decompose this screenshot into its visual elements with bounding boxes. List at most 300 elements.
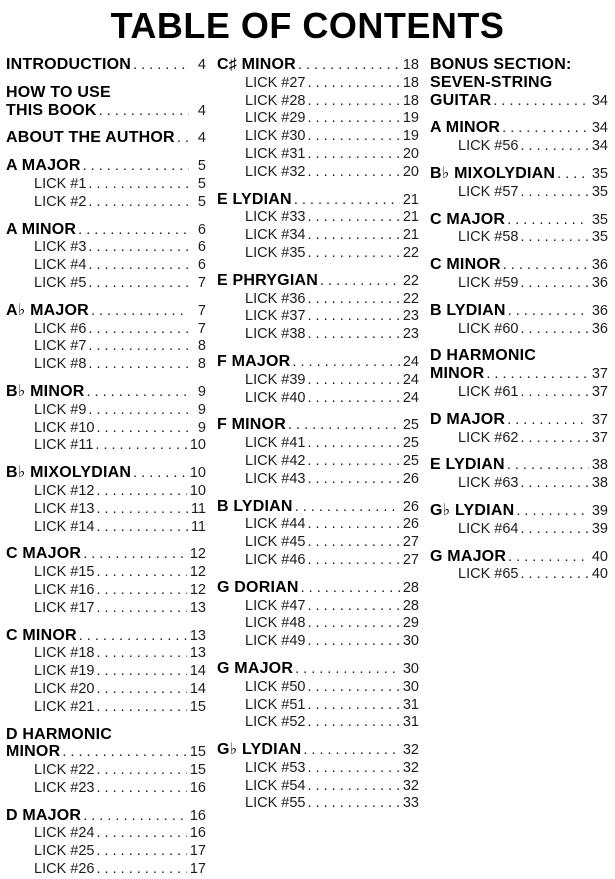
page-number: 21 [402, 191, 419, 208]
lick-label: LICK #14 [34, 518, 95, 535]
page-number: 9 [197, 401, 206, 418]
toc-heading-row [217, 416, 419, 435]
toc-section [6, 726, 206, 798]
toc-section [430, 347, 608, 401]
lick-label: LICK #65 [458, 566, 519, 583]
toc-heading-row [217, 660, 419, 679]
lick-label: LICK #51 [245, 696, 306, 713]
page-number: 11 [190, 518, 206, 535]
toc-lick-row [217, 615, 419, 633]
toc-heading-row [6, 627, 206, 646]
section-title: A MAJOR [6, 157, 81, 175]
toc-heading-row [6, 129, 206, 148]
toc-section [6, 157, 206, 211]
toc-section [6, 129, 206, 148]
page-number: 6 [197, 221, 206, 238]
toc-section [217, 498, 419, 570]
dot-leader [177, 130, 189, 148]
page-number: 17 [189, 861, 206, 878]
page-number: 27 [402, 551, 419, 568]
section-title: C MINOR [6, 626, 77, 644]
page-number: 34 [591, 138, 608, 155]
toc-lick-row [217, 390, 419, 408]
toc-heading-row [6, 807, 206, 826]
lick-label: LICK #10 [34, 419, 95, 436]
lick-label: LICK #35 [245, 244, 306, 261]
lick-label: LICK #47 [245, 597, 306, 614]
section-title: D HARMONIC [430, 347, 536, 365]
toc-heading-row [217, 579, 419, 598]
page-number: 36 [591, 274, 608, 291]
lick-label: LICK #53 [245, 759, 306, 776]
toc-heading-row [430, 548, 608, 567]
lick-label: LICK #9 [34, 401, 87, 418]
dot-leader [307, 795, 399, 813]
toc-heading-row [430, 256, 608, 275]
lick-label: LICK #13 [34, 500, 95, 517]
page-number: 40 [591, 566, 608, 583]
dot-leader [96, 483, 186, 501]
dot-leader [83, 158, 189, 176]
toc-heading-row [6, 102, 206, 121]
toc-lick-row [6, 356, 206, 374]
lick-label: LICK #57 [458, 183, 519, 200]
dot-leader [493, 93, 589, 111]
toc-lick-row [217, 93, 419, 111]
page-number: 24 [402, 353, 419, 370]
dot-leader [486, 366, 589, 384]
section-title: BONUS SECTION: [430, 56, 572, 73]
lick-label: LICK #39 [245, 371, 306, 388]
toc-lick-row [217, 308, 419, 326]
page-number: 23 [402, 326, 419, 343]
section-title: GUITAR [430, 91, 492, 109]
dot-leader [307, 598, 399, 616]
dot-leader [79, 628, 187, 646]
toc-lick-row [6, 825, 206, 843]
page-number: 10 [189, 482, 206, 499]
page-number: 15 [189, 762, 206, 779]
page-number: 18 [402, 74, 419, 91]
lick-label: LICK #20 [34, 680, 95, 697]
table-of-contents [0, 45, 615, 879]
toc-lick-row [430, 321, 608, 339]
toc-lick-row [217, 778, 419, 796]
dot-leader [96, 582, 186, 600]
page-number: 37 [591, 383, 608, 400]
dot-leader [301, 580, 400, 598]
toc-heading-row [430, 365, 608, 384]
lick-label: LICK #45 [245, 534, 306, 551]
dot-leader [88, 275, 189, 293]
dot-leader [307, 778, 399, 796]
toc-section [217, 579, 419, 651]
page-number: 10 [189, 465, 206, 482]
dot-leader [520, 566, 588, 584]
section-title: INTRODUCTION [6, 56, 132, 73]
page-number: 20 [402, 145, 419, 162]
toc-lick-row [217, 697, 419, 715]
toc-heading-row [6, 302, 206, 321]
section-title: HOW TO USE [6, 83, 111, 101]
toc-lick-row [6, 663, 206, 681]
toc-section [6, 464, 206, 536]
page-number: 24 [402, 371, 419, 388]
toc-section [6, 221, 206, 293]
toc-lick-row [6, 176, 206, 194]
toc-lick-row [430, 184, 608, 202]
toc-section [6, 56, 206, 75]
dot-leader [520, 321, 588, 339]
toc-section [217, 272, 419, 344]
toc-lick-row [217, 75, 419, 93]
lick-label: LICK #32 [245, 163, 306, 180]
toc-lick-row [430, 229, 608, 247]
page-number: 28 [402, 597, 419, 614]
lick-label: LICK #46 [245, 551, 306, 568]
page-number: 22 [402, 244, 419, 261]
lick-label: LICK #41 [245, 435, 306, 452]
page-number: 7 [197, 302, 206, 319]
page-number: 26 [402, 516, 419, 533]
toc-lick-row [217, 760, 419, 778]
page-number: 19 [402, 110, 419, 127]
dot-leader [307, 291, 399, 309]
page-number: 30 [402, 678, 419, 695]
page-number: 39 [591, 520, 608, 537]
lick-label: LICK #42 [245, 452, 306, 469]
dot-leader [307, 552, 399, 570]
page-number: 15 [189, 698, 206, 715]
toc-lick-row [6, 762, 206, 780]
page-number: 6 [197, 257, 206, 274]
dot-leader [516, 503, 589, 521]
dot-leader [520, 430, 588, 448]
toc-lick-row [217, 326, 419, 344]
dot-leader [88, 257, 189, 275]
toc-heading-row [6, 726, 206, 744]
page-number: 34 [591, 92, 608, 109]
dot-leader [307, 146, 399, 164]
page-number: 26 [402, 470, 419, 487]
toc-lick-row [6, 257, 206, 275]
lick-label: LICK #11 [34, 437, 94, 454]
page-number: 13 [189, 627, 206, 644]
dot-leader [307, 308, 399, 326]
dot-leader [96, 645, 186, 663]
section-title: ABOUT THE AUTHOR [6, 129, 175, 147]
lick-label: LICK #29 [245, 110, 306, 127]
dot-leader [502, 120, 589, 138]
lick-label: LICK #44 [245, 516, 306, 533]
page-number: 35 [591, 165, 608, 182]
lick-label: LICK #62 [458, 429, 519, 446]
page-number: 34 [591, 120, 608, 137]
section-title: F MINOR [217, 416, 286, 434]
section-title: B♭ MINOR [6, 382, 85, 400]
dot-leader [507, 457, 589, 475]
page-number: 8 [197, 338, 206, 355]
page-number: 6 [197, 239, 206, 256]
dot-leader [88, 176, 189, 194]
dot-leader [520, 275, 588, 293]
page-number: 19 [402, 128, 419, 145]
dot-leader [292, 354, 399, 372]
dot-leader [88, 356, 189, 374]
section-title: MINOR [430, 365, 485, 383]
section-title: A MINOR [6, 220, 77, 238]
dot-leader [95, 437, 186, 455]
lick-label: LICK #1 [34, 175, 87, 192]
lick-label: LICK #52 [245, 714, 306, 731]
toc-lick-row [217, 245, 419, 263]
toc-section [430, 411, 608, 448]
page-number: 35 [591, 229, 608, 246]
lick-label: LICK #50 [245, 678, 306, 695]
lick-label: LICK #64 [458, 520, 519, 537]
toc-lick-row [6, 402, 206, 420]
toc-lick-row [217, 534, 419, 552]
toc-lick-row [217, 679, 419, 697]
lick-label: LICK #27 [245, 74, 306, 91]
page-number: 22 [402, 272, 419, 289]
toc-lick-row [217, 435, 419, 453]
section-title: B LYDIAN [430, 301, 506, 319]
toc-lick-row [6, 843, 206, 861]
toc-heading-row [6, 221, 206, 240]
dot-leader [96, 681, 186, 699]
toc-lick-row [217, 372, 419, 390]
page-number: 33 [402, 795, 419, 812]
dot-leader [307, 390, 399, 408]
toc-lick-row [6, 501, 206, 519]
section-title: THIS BOOK [6, 101, 97, 119]
toc-lick-row [217, 209, 419, 227]
toc-lick-row [217, 164, 419, 182]
toc-heading-row [217, 498, 419, 517]
lick-label: LICK #4 [34, 257, 87, 274]
dot-leader [307, 471, 399, 489]
dot-leader [520, 184, 588, 202]
section-title: E PHRYGIAN [217, 271, 318, 289]
lick-label: LICK #18 [34, 645, 95, 662]
dot-leader [86, 384, 189, 402]
dot-leader [307, 516, 399, 534]
lick-label: LICK #22 [34, 762, 95, 779]
section-title: C MAJOR [6, 545, 82, 563]
toc-heading-row [430, 119, 608, 138]
page-number: 36 [591, 320, 608, 337]
page-number: 40 [591, 548, 608, 565]
dot-leader [557, 166, 589, 184]
toc-lick-row [6, 699, 206, 717]
toc-lick-row [430, 384, 608, 402]
lick-label: LICK #43 [245, 470, 306, 487]
lick-label: LICK #25 [34, 843, 95, 860]
page-number: 5 [197, 158, 206, 175]
toc-lick-row [430, 138, 608, 156]
toc-heading-row [430, 302, 608, 321]
page-number: 5 [197, 193, 206, 210]
lick-label: LICK #61 [458, 383, 519, 400]
toc-lick-row [217, 598, 419, 616]
toc-lick-row [217, 516, 419, 534]
section-title: MINOR [6, 743, 61, 761]
toc-section [6, 383, 206, 455]
toc-heading-row [6, 743, 206, 762]
toc-heading-row [217, 353, 419, 372]
lick-label: LICK #2 [34, 193, 87, 210]
lick-label: LICK #59 [458, 274, 519, 291]
dot-leader [96, 780, 186, 798]
section-title: C MINOR [430, 256, 501, 274]
page-number: 35 [591, 211, 608, 228]
page-number: 25 [402, 435, 419, 452]
section-title: E LYDIAN [217, 190, 292, 208]
toc-section [430, 211, 608, 248]
section-title: D HARMONIC [6, 725, 112, 743]
page-number: 29 [402, 615, 419, 632]
page-number: 7 [197, 320, 206, 337]
lick-label: LICK #26 [34, 861, 95, 878]
toc-lick-row [217, 110, 419, 128]
dot-leader [520, 229, 588, 247]
lick-label: LICK #5 [34, 274, 87, 291]
lick-label: LICK #21 [34, 698, 95, 715]
page-number: 11 [190, 500, 206, 517]
page-number: 10 [189, 437, 206, 454]
page-number: 31 [402, 714, 419, 731]
toc-lick-row [217, 471, 419, 489]
lick-label: LICK #63 [458, 475, 519, 492]
toc-heading-row [6, 383, 206, 402]
section-title: A MINOR [430, 119, 501, 137]
page-number: 37 [591, 366, 608, 383]
dot-leader [307, 326, 399, 344]
toc-section [430, 548, 608, 585]
dot-leader [307, 679, 399, 697]
page-number: 9 [197, 419, 206, 436]
toc-lick-row [6, 780, 206, 798]
page-number: 26 [402, 498, 419, 515]
lick-label: LICK #23 [34, 779, 95, 796]
dot-leader [520, 521, 588, 539]
toc-lick-row [217, 146, 419, 164]
toc-lick-row [6, 645, 206, 663]
toc-lick-row [217, 795, 419, 813]
page-number: 39 [591, 502, 608, 519]
page-number: 12 [189, 564, 206, 581]
toc-section [217, 191, 419, 263]
toc-section [217, 353, 419, 407]
page-number: 4 [197, 130, 206, 147]
dot-leader [307, 227, 399, 245]
toc-lick-row [6, 338, 206, 356]
dot-leader [78, 222, 189, 240]
lick-label: LICK #37 [245, 308, 306, 325]
page-number: 24 [402, 389, 419, 406]
page-number: 7 [197, 274, 206, 291]
dot-leader [91, 303, 189, 321]
page-number: 37 [591, 429, 608, 446]
dot-leader [88, 194, 189, 212]
dot-leader [88, 321, 189, 339]
lick-label: LICK #55 [245, 795, 306, 812]
lick-label: LICK #17 [34, 599, 95, 616]
dot-leader [96, 564, 186, 582]
page-number: 16 [189, 807, 206, 824]
toc-heading-row [217, 56, 419, 75]
dot-leader [307, 633, 399, 651]
toc-section [430, 56, 608, 110]
dot-leader [96, 843, 186, 861]
toc-section [430, 502, 608, 539]
toc-heading-row [6, 545, 206, 564]
toc-lick-row [6, 194, 206, 212]
dot-leader [288, 417, 400, 435]
toc-section [430, 456, 608, 493]
dot-leader [96, 501, 187, 519]
section-title: B♭ MIXOLYDIAN [6, 464, 132, 482]
toc-lick-row [6, 483, 206, 501]
dot-leader [307, 164, 399, 182]
toc-lick-row [217, 453, 419, 471]
lick-label: LICK #6 [34, 320, 87, 337]
section-title: G♭ LYDIAN [217, 741, 302, 759]
toc-lick-row [6, 420, 206, 438]
dot-leader [508, 549, 589, 567]
lick-label: LICK #19 [34, 663, 95, 680]
toc-lick-row [6, 681, 206, 699]
toc-section [430, 119, 608, 156]
toc-heading-row [430, 411, 608, 430]
toc-heading-row [430, 211, 608, 230]
toc-section [430, 302, 608, 339]
dot-leader [88, 239, 189, 257]
lick-label: LICK #56 [458, 138, 519, 155]
page-number: 28 [402, 579, 419, 596]
toc-heading-row [6, 56, 206, 75]
toc-lick-row [217, 227, 419, 245]
page-number: 32 [402, 777, 419, 794]
page-number: 16 [189, 779, 206, 796]
toc-section [217, 56, 419, 182]
dot-leader [520, 138, 588, 156]
page-number: 30 [402, 660, 419, 677]
lick-label: LICK #7 [34, 338, 87, 355]
toc-lick-row [217, 128, 419, 146]
dot-leader [96, 420, 189, 438]
toc-lick-row [6, 519, 206, 537]
toc-heading-row [6, 157, 206, 176]
dot-leader [88, 338, 189, 356]
dot-leader [96, 663, 186, 681]
lick-label: LICK #16 [34, 581, 95, 598]
toc-section [430, 165, 608, 202]
dot-leader [507, 212, 589, 230]
page-number: 15 [189, 744, 206, 761]
lick-label: LICK #8 [34, 356, 87, 373]
page-number: 20 [402, 163, 419, 180]
toc-heading-row [430, 456, 608, 475]
lick-label: LICK #54 [245, 777, 306, 794]
dot-leader [303, 742, 400, 760]
dot-leader [307, 128, 399, 146]
dot-leader [503, 257, 589, 275]
lick-label: LICK #60 [458, 320, 519, 337]
dot-leader [96, 519, 187, 537]
lick-label: LICK #58 [458, 229, 519, 246]
